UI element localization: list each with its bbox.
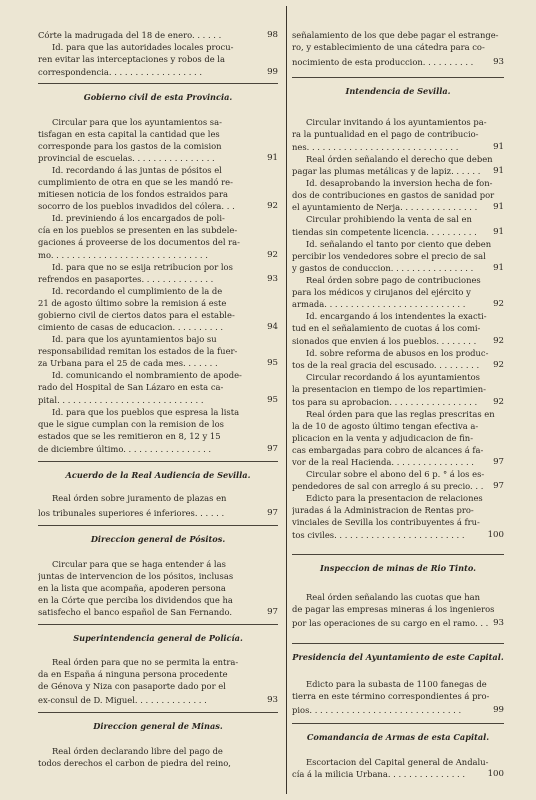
section-heading [292,731,504,743]
index-line [38,369,278,381]
entry-text: cas embargadas para cobro de alcances á fa- [292,445,484,455]
index-line [292,690,504,702]
page-number: 97 [493,481,504,491]
page-number: 94 [267,322,278,332]
index-line [292,141,504,153]
index-line [292,238,504,250]
entry-text: socorro de los pueblos invadidos del cólera. . . [38,201,235,211]
entry-text: satisfecho el banco español de San Fernando. [38,607,233,617]
index-line [38,582,278,594]
section-heading [292,85,504,97]
index-line [38,357,278,369]
entry-text: plicacion en la venta y adjudicacion de fin- [292,433,474,443]
index-line [38,606,278,618]
index-line [38,116,278,128]
index-line [38,66,278,78]
entry-text: Circular para que se haga entender á las [52,559,226,569]
page-number: 99 [267,67,278,77]
entry-text: pios. . . . . . . . . . . . . . . . . . . . . . . . . . . . . [292,705,462,715]
index-line [38,53,278,65]
index-line [38,492,278,504]
entry-text: za Urbana para el 25 de cada mes. . . . . . . [38,358,218,368]
index-line [292,310,504,322]
section-rule [292,77,504,78]
index-line [38,321,278,333]
index-line [38,309,278,321]
page-number: 92 [493,397,504,407]
section-rule [38,624,278,625]
index-line [292,617,504,629]
entry-text: responsabilidad remitan los estados de la fuer- [38,346,238,356]
page-number: 91 [493,202,504,212]
index-line [38,176,278,188]
entry-text: da en España á ninguna persona procedente [38,669,228,679]
heading-text: Acuerdo de la Real Audiencia de Sevilla. [65,470,251,480]
entry-text: correspondencia. . . . . . . . . . . . . . . . . . [38,67,203,77]
section-rule [38,83,278,84]
section-heading [38,469,278,481]
entry-text: y gastos de conduccion. . . . . . . . . . . . . . . . [292,263,474,273]
section-heading [292,562,504,574]
entry-text: pital. . . . . . . . . . . . . . . . . . . . . . . . . . . . [38,395,204,405]
page-number: 92 [493,299,504,309]
entry-text: Id. recordando el cumplimiento de la de [52,286,223,296]
entry-text: de diciembre último. . . . . . . . . . . . . . . . . [38,444,212,454]
entry-text: tierra en este término correspondientes á pro- [292,691,490,701]
entry-text: Real órden declarando libre del pago de [52,746,223,756]
entry-text: Real órden para que las reglas prescritas en [306,409,495,419]
section-rule [292,643,504,644]
page-number: 93 [493,57,504,67]
page-number: 98 [267,30,278,40]
page-number: 93 [493,618,504,628]
entry-text: armada. . . . . . . . . . . . . . . . . . . . . . . . . . . [292,299,466,309]
index-line [292,444,504,456]
entry-text: ra la puntualidad en el pago de contribucio- [292,129,479,139]
page-number: 95 [267,395,278,405]
section-rule [38,525,278,526]
index-line [38,418,278,430]
heading-text: Direccion general de Minas. [93,721,223,731]
index-line [292,322,504,334]
index-line [38,507,278,519]
index-line [38,558,278,570]
entry-text: rado del Hospital de San Lázaro en esta ca- [38,382,224,392]
entry-text: Id. para que los ayuntamientos bajo su [52,334,217,344]
index-line [292,529,504,541]
index-line [292,286,504,298]
page-number: 100 [487,769,504,779]
entry-text: mitiesen noticia de los fondos estraidos para [38,189,229,199]
index-line [292,371,504,383]
heading-text: Gobierno civil de esta Provincia. [83,92,233,102]
entry-text: Id. para que las autoridades locales procu- [52,42,234,52]
index-line [292,603,504,615]
entry-text: Circular sobre el abono del 6 p. ° á los es- [306,469,485,479]
page-number: 92 [493,360,504,370]
entry-text: 21 de agosto último sobre la remision á este [38,298,227,308]
entry-text: Id. recordando á las juntas de pósitos el [52,165,222,175]
section-heading [38,632,278,644]
index-line [292,226,504,238]
index-line [292,41,504,53]
section-rule [292,723,504,724]
heading-text: Presidencia del Ayuntamiento de este Capital. [292,652,504,662]
index-line [38,188,278,200]
index-line [292,201,504,213]
page-number: 97 [493,457,504,467]
index-line [292,335,504,347]
index-line [38,41,278,53]
index-line [38,381,278,393]
entry-text: tisfagan en esta capital la cantidad que les [38,129,220,139]
page-number: 92 [267,250,278,260]
entry-text: provincial de escuelas. . . . . . . . . . . . . . . . [38,153,215,163]
index-line [292,153,504,165]
entry-text: tud en el señalamiento de cuotas á los comi- [292,323,481,333]
entry-text: en la Córte que perciba los dividendos que ha [38,595,233,605]
page-number: 97 [267,607,278,617]
entry-text: tos para su aprobacion. . . . . . . . . . . . . . . . . [292,397,478,407]
entry-text: el ayuntamiento de Nerja. . . . . . . . . . . . . . . [292,202,478,212]
page-number: 92 [493,336,504,346]
index-line [292,768,504,780]
entry-text: Edicto para la presentacion de relaciones [306,493,483,503]
page-number: 97 [267,508,278,518]
entry-text: Id. para que no se esija retribucion por los [52,262,233,272]
entry-text: Id. señalando el tanto por ciento que deben [306,239,492,249]
index-line [38,430,278,442]
entry-text: refrendos en pasaportes. . . . . . . . . . . . . . [38,274,214,284]
index-line [292,408,504,420]
entry-text: gobierno civil de ciertos datos para el estable- [38,310,235,320]
section-rule [292,554,504,555]
page-number: 95 [267,358,278,368]
index-line [38,745,278,757]
entry-text: Circular invitando á los ayuntamientos pa- [306,117,487,127]
index-line [292,250,504,262]
index-line [38,694,278,706]
entry-text: para los médicos y cirujanos del ejército y [292,287,471,297]
entry-text: Circular para que los ayuntamientos sa- [52,117,222,127]
entry-text: nocimiento de esta produccion. . . . . . . . . . [292,57,474,67]
index-line [38,680,278,692]
heading-text: Comandancia de Armas de esta Capital. [306,732,490,742]
index-line [38,236,278,248]
heading-text: Inspeccion de minas de Rio Tinto. [319,563,477,573]
column-divider [286,6,287,794]
page-number: 91 [493,166,504,176]
index-line [292,29,504,41]
entry-text: señalamiento de los que debe pagar el estrange- [292,30,499,40]
entry-text: percibir los vendedores sobre el precio de sal [292,251,486,261]
index-line [38,212,278,224]
index-line [292,468,504,480]
entry-text: juntas de intervencion de los pósitos, inclusas [38,571,234,581]
index-line [38,443,278,455]
index-line [292,383,504,395]
index-line [292,704,504,716]
page-number: 99 [493,705,504,715]
entry-text: todos derechos el carbon de piedra del reino, [38,758,231,768]
entry-text: vor de la real Hacienda. . . . . . . . . . . . . . . . [292,457,474,467]
page-number: 91 [267,153,278,163]
entry-text: la presentacion en tiempo de los repartimien- [292,384,486,394]
index-line [292,298,504,310]
entry-text: Id. desaprobando la inversion hecha de fon- [306,178,493,188]
index-line [292,480,504,492]
entry-text: la de 10 de agosto último tengan efectiva a- [292,421,479,431]
index-line [292,504,504,516]
index-line [292,359,504,371]
index-line [38,333,278,345]
entry-text: pendedores de sal con arreglo á su precio. . . [292,481,484,491]
index-line [292,165,504,177]
index-line [292,456,504,468]
index-line [292,420,504,432]
entry-text: tos de la real gracia del escusado. . . . . . . . . [292,360,480,370]
index-line [38,757,278,769]
entry-text: Real órden señalando las cuotas que han [306,592,481,602]
index-line [38,668,278,680]
entry-text: Id. para que los pueblos que espresa la lista [52,407,240,417]
entry-text: ren evitar las interceptaciones y robos de la [38,54,225,64]
index-line [38,570,278,582]
entry-text: Id. encargando á los intendentes la exacti- [306,311,487,321]
page-number: 91 [493,263,504,273]
entry-text: gaciones á proveerse de los documentos del ra- [38,237,240,247]
index-line [292,678,504,690]
index-line [292,56,504,68]
entry-text: de Génova y Niza con pasaporte dado por el [38,681,226,691]
entry-text: corresponde para los gastos de la comision [38,141,222,151]
index-line [292,274,504,286]
page-number: 91 [493,142,504,152]
entry-text: cía á la milicia Urbana. . . . . . . . . . . . . . . [292,769,466,779]
index-line [38,164,278,176]
entry-text: Edicto para la subasta de 1100 fanegas de [306,679,487,689]
entry-text: que le sigue cumplan con la remision de los [38,419,224,429]
entry-text: nes. . . . . . . . . . . . . . . . . . . . . . . . . . . . . [292,142,459,152]
entry-text: cía en los pueblos se presenten en las subdele- [38,225,238,235]
entry-text: Circular recordando á los ayuntamientos [306,372,480,382]
section-heading [292,651,504,663]
page-number: 97 [267,444,278,454]
entry-text: ro, y establecimiento de una cátedra para co- [292,42,485,52]
index-line [38,273,278,285]
index-line [38,656,278,668]
entry-text: Real órden para que no se permita la entra- [52,657,239,667]
index-line [38,128,278,140]
index-line [292,189,504,201]
entry-text: Real órden señalando el derecho que deben [306,154,493,164]
index-line [38,406,278,418]
entry-text: cumplimiento de otra en que se les mandó re- [38,177,233,187]
index-line [292,432,504,444]
entry-text: mo. . . . . . . . . . . . . . . . . . . . . . . . . . . . . . [38,250,208,260]
entry-text: dos de contribuciones en gastos de sanidad por [292,190,495,200]
index-line [38,249,278,261]
index-line [38,594,278,606]
index-line [292,262,504,274]
entry-text: vinciales de Sevilla los contribuyentes á fru- [292,517,480,527]
index-line [292,213,504,225]
index-line [38,261,278,273]
entry-text: Córte la madrugada del 18 de enero. . . . . . [38,30,222,40]
page-number: 93 [267,695,278,705]
section-heading [38,91,278,103]
page-number: 92 [267,201,278,211]
index-line [292,591,504,603]
index-line [292,177,504,189]
index-line [292,756,504,768]
index-line [38,345,278,357]
index-line [38,394,278,406]
entry-text: Id. previniendo á los encargados de poli- [52,213,225,223]
entry-text: Escortacion del Capital general de Andalu- [306,757,489,767]
index-line [292,516,504,528]
heading-text: Superintendencia general de Policía. [73,633,243,643]
entry-text: Circular prohibiendo la venta de sal en [306,214,472,224]
page-number: 100 [487,530,504,540]
entry-text: juradas á la Administracion de Rentas pro- [292,505,474,515]
entry-text: tos civiles. . . . . . . . . . . . . . . . . . . . . . . . . [292,530,465,540]
entry-text: en la lista que acompaña, apoderen persona [38,583,226,593]
entry-text: Id. comunicando el nombramiento de apode- [52,370,242,380]
index-line [38,152,278,164]
entry-text: tiendas sin competente licencia. . . . . . . . . . [292,227,477,237]
entry-text: cimiento de casas de educacion. . . . . . . . . . [38,322,224,332]
index-line [292,492,504,504]
section-rule [38,461,278,462]
entry-text: Id. sobre reforma de abusos en los produc- [306,348,489,358]
index-line [292,396,504,408]
section-heading [38,533,278,545]
section-rule [38,712,278,713]
index-line [38,29,278,41]
index-line [292,128,504,140]
entry-text: estados que se les remitieron en 8, 12 y 15 [38,431,221,441]
entry-text: sionados que envien á los pueblos. . . . . . . . [292,336,477,346]
entry-text: de pagar las empresas mineras á los ingenieros [292,604,495,614]
entry-text: Real órden sobre pago de contribuciones [306,275,481,285]
index-line [38,224,278,236]
entry-text: los tribunales superiores é inferiores. . . . . . [38,508,225,518]
index-line [38,140,278,152]
heading-text: Direccion general de Pósitos. [90,534,226,544]
entry-text: pagar las plumas metálicas y de lapiz. . . . . . [292,166,481,176]
entry-text: Real órden sobre juramento de plazas en [52,493,227,503]
page-number: 93 [267,274,278,284]
entry-text: por las operaciones de su cargo en el ramo. . . [292,618,489,628]
index-line [292,347,504,359]
index-line [292,116,504,128]
index-line [38,297,278,309]
index-line [38,285,278,297]
entry-text: ex-consul de D. Miguel. . . . . . . . . . . . . . [38,695,207,705]
heading-text: Intendencia de Sevilla. [345,86,451,96]
section-heading [38,720,278,732]
page-number: 91 [493,227,504,237]
index-line [38,200,278,212]
